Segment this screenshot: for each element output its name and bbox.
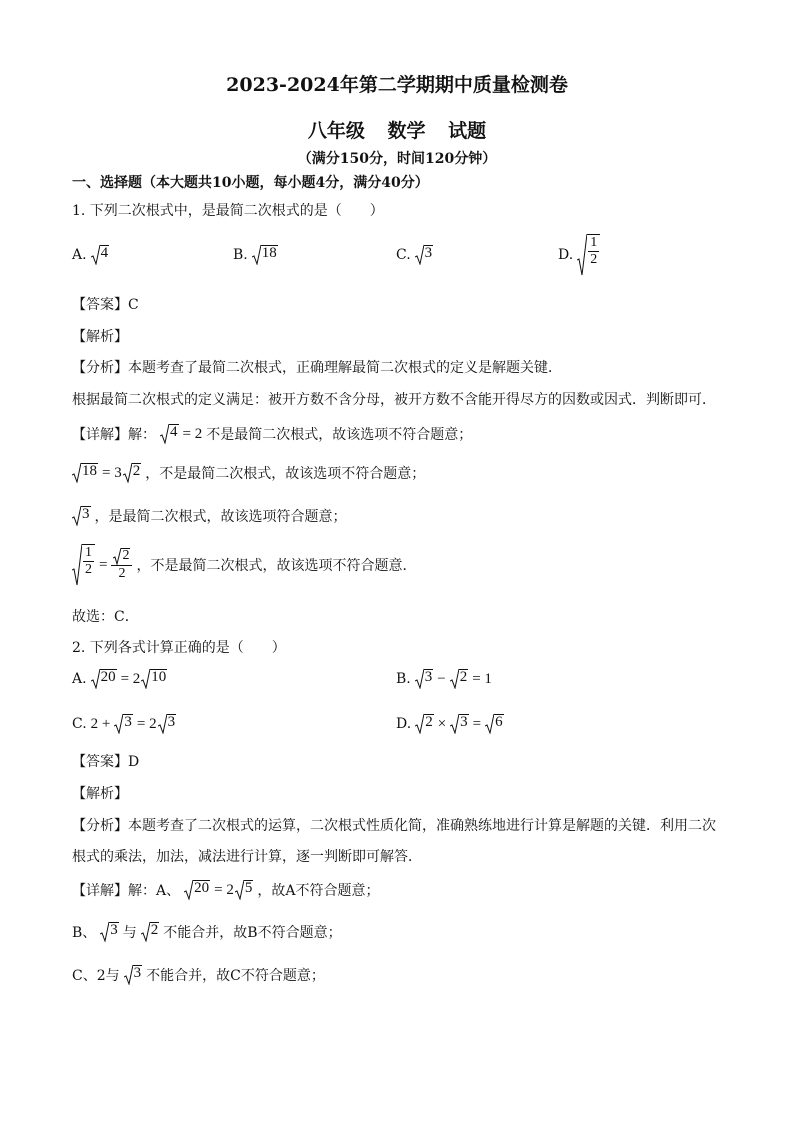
q2-option-b: B. 3 − 2 = 1 xyxy=(396,669,492,687)
q1-fenxi: 【分析】本题考查了最简二次根式，正确理解最简二次根式的定义是解题关键． xyxy=(72,360,562,376)
option-label: A. xyxy=(72,247,87,263)
sqrt-expression: 4 xyxy=(91,245,110,265)
option-label: B. xyxy=(233,247,248,263)
q1-choose: 故选：C． xyxy=(72,609,139,625)
option-label: D. xyxy=(558,247,574,263)
q2-analysis-tag: 【解析】 xyxy=(72,786,128,802)
grade-label: 八年级 xyxy=(307,120,365,142)
sqrt-expression: 3 xyxy=(415,245,434,265)
q1-option-d xyxy=(558,234,600,276)
q2-detail-a: 【详解】解：A、 20 = 2 5 ，故A不符合题意； xyxy=(72,880,380,899)
q2-option-d: D. 2 × 3 = 6 xyxy=(396,714,503,732)
option-label: C. xyxy=(396,247,411,263)
q1-detail-3: 3 ，是最简二次根式，故该选项符合题意； xyxy=(72,506,347,526)
q1-option-c xyxy=(396,245,433,265)
q2-answer: 【答案】D xyxy=(72,754,140,770)
exam-meta: （满分150分，时间120分钟） xyxy=(297,151,497,167)
q2-detail-c: C、2与 3 不能合并，故C不符合题意； xyxy=(72,965,325,984)
q2-option-a: A. 20 = 2 10 xyxy=(72,669,167,687)
sqrt-expression: 18 xyxy=(252,245,278,265)
q2-fenxi: 【分析】本题考查了二次根式的运算，二次根式性质化简，准确熟练地进行计算是解题的关键．利用二次 xyxy=(72,818,716,834)
q1-detail-4: $\frac{1}{2}$ = $\frac{2}{2}$ ，不是最简二次根式，故该选项不符合题意． xyxy=(72,544,416,586)
q2-detail-b: B、 3 与 2 不能合并，故B不符合题意； xyxy=(72,922,342,941)
paper-label: 试题 xyxy=(448,120,487,142)
q2-option-c: C. 2 + 3 = 2 3 xyxy=(72,714,176,732)
q1-option-a xyxy=(72,245,109,265)
exam-title: 2023-2024年第二学期期中质量检测卷 xyxy=(226,74,568,96)
q1-detail-2: 18 = 3 2 ，不是最简二次根式，故该选项不符合题意； xyxy=(72,463,425,483)
subject-label: 数学 xyxy=(387,120,426,142)
q2-fenxi-cont: 根式的乘法，加法，减法进行计算，逐一判断即可解答． xyxy=(72,849,422,865)
section-heading: 一、选择题（本大题共10小题，每小题4分，满分40分） xyxy=(72,175,429,191)
q1-answer: 【答案】C xyxy=(72,297,139,313)
q1-option-b xyxy=(233,245,278,265)
question-1-stem: 1. 下列二次根式中，是最简二次根式的是（ ） xyxy=(72,203,384,219)
exam-subtitle xyxy=(0,116,794,143)
sqrt-fraction: $\frac{1}{2}$ xyxy=(577,234,600,276)
question-2-stem: 2. 下列各式计算正确的是（ ） xyxy=(72,640,286,656)
q1-definition: 根据最简二次根式的定义满足：被开方数不含分母，被开方数不含能开得尽方的因数或因式．判断即可． xyxy=(72,392,716,408)
q1-detail-1: 【详解】解： 4 = 2 不是最简二次根式，故该选项不符合题意； xyxy=(72,424,473,443)
q1-analysis-tag: 【解析】 xyxy=(72,329,128,345)
